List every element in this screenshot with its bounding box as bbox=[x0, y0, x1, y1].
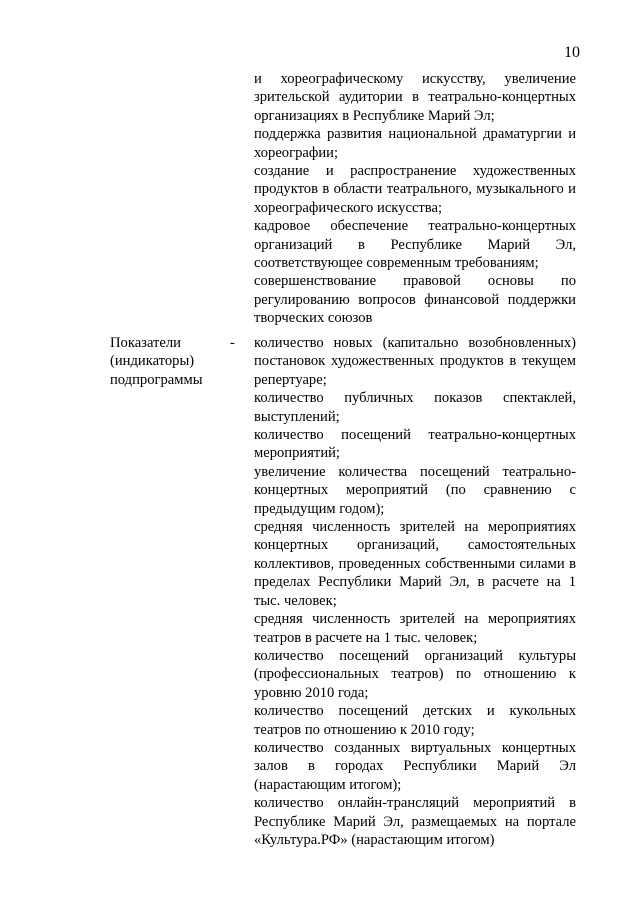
task-item: создание и распространение художественных продуктов в области театрального, музыкального и хореографического искусства; bbox=[254, 163, 576, 216]
indicator-item: количество созданных виртуальных концертных залов в городах Республики Марий Эл (нарастающим итогом); bbox=[254, 739, 576, 793]
tasks-continued-block bbox=[254, 70, 576, 328]
task-item: кадровое обеспечение театрально-концертных организаций в Республике Марий Эл, соответствующее современным требованиям; bbox=[254, 218, 576, 272]
task-item: поддержка развития национальной драматургии и хореографии; bbox=[254, 126, 576, 161]
page-number: 10 bbox=[564, 44, 580, 61]
indicator-item: увеличение количества посещений театрально-концертных мероприятий (по сравнению с предыдущим годом); bbox=[254, 463, 576, 517]
task-item: и хореографическому искусству, увеличение зрительской аудитории в театрально-концертных организациях в Республике Марий Эл; bbox=[254, 71, 576, 124]
indicator-item: количество новых (капитально возобновленных) постановок художественных продуктов в текущем репертуаре; bbox=[254, 335, 576, 388]
indicator-item: количество онлайн-трансляций мероприятий в Республике Марий Эл, размещаемых на портале «Культура.РФ» (нарастающим итогом) bbox=[254, 795, 576, 848]
indicator-item: количество посещений организаций культуры (профессиональных театров) по отношению к уровню 2010 года; bbox=[254, 647, 576, 701]
task-item: совершенствование правовой основы по регулированию вопросов финансовой поддержки творческих союзов bbox=[254, 273, 576, 327]
indicator-item: количество посещений театрально-концертных мероприятий; bbox=[254, 427, 576, 462]
indicator-item: средняя численность зрителей на мероприятиях концертных организаций, самостоятельных коллективов, проведенных собственными силами в пределах Республики Марий Эл, в расчете на 1 тыс. человек; bbox=[254, 519, 576, 609]
indicators-list bbox=[254, 334, 576, 849]
indicators-label: Показатели (индикаторы) подпрограммы bbox=[110, 335, 203, 388]
indicator-item: количество публичных показов спектаклей, выступлений; bbox=[254, 390, 576, 425]
indicator-item: количество посещений детских и кукольных театров по отношению к 2010 году; bbox=[254, 703, 576, 738]
indicator-item: средняя численность зрителей на мероприятиях театров в расчете на 1 тыс. человек; bbox=[254, 611, 576, 646]
indicators-dash: - bbox=[230, 335, 235, 351]
